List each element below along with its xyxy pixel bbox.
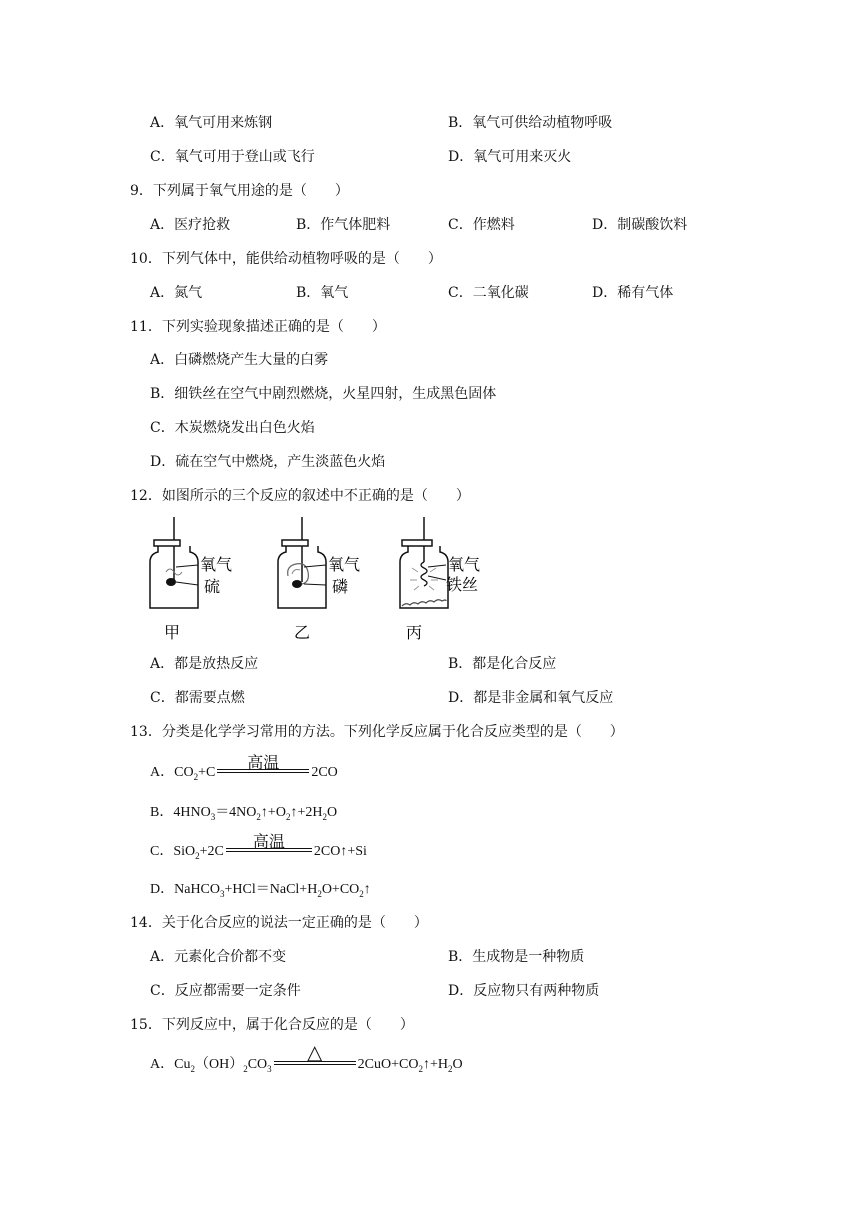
q11-option-b: B．细铁丝在空气中剧烈燃烧，火星四射，生成黑色固体 [150,386,497,402]
bottle-jia [150,517,232,642]
q11-option-d: D．硫在空气中燃烧，产生淡蓝色火焰 [150,454,386,470]
q10-option-a: A．氮气 [150,285,203,301]
q11-stem: 11．下列实验现象描述正确的是（ ） [130,319,386,335]
label-phosphorus: 磷 [332,577,349,596]
q10-option-c: C．二氧化碳 [448,285,529,301]
q13-option-a: A．$CO_2+C$ 高温 2CO [150,761,338,782]
q13-option-d: D．$NaHCO_3+HCl=NaCl+H_2O+CO_2↑$ [150,882,371,899]
q8-option-a: A．氧气可用来炼钢 [150,115,273,131]
q11-option-a: A．白磷燃烧产生大量的白雾 [150,352,329,368]
q11-option-c: C．木炭燃烧发出白色火焰 [150,420,315,436]
q13-option-c: C．SiO$_2$+2C 高温 2CO↑+Si [150,840,367,861]
label-oxygen-yi: 氧气 [328,555,361,574]
q14-option-a: A．元素化合价都不变 [150,949,287,965]
q10-stem: 10．下列气体中，能供给动植物呼吸的是（ ） [130,251,442,267]
q10-option-d: D．稀有气体 [592,285,674,301]
label-iron-wire: 铁丝 [446,575,479,594]
q15-stem: 15．下列反应中，属于化合反应的是（ ） [130,1017,414,1033]
label-sulfur: 硫 [204,577,221,596]
q13-a-condition: 高温 [247,753,280,772]
q13-option-b: B．$4HNO_3=4NO_2↑+O_2↑+2H_2O$ [150,805,338,822]
q14-option-c: C．反应都需要一定条件 [150,983,301,999]
label-yi: 乙 [294,623,311,642]
label-bing: 丙 [406,623,423,642]
q12-option-b: B．都是化合反应 [448,656,557,672]
q12-figure [140,512,500,647]
q8-option-b: B．氧气可供给动植物呼吸 [448,115,613,131]
q9-option-a: A．医疗抢救 [150,217,231,233]
bottle-yi [278,517,360,642]
q8-option-d: D．氧气可用来灭火 [448,149,572,165]
q10-option-b: B．氧气 [296,285,349,301]
label-oxygen-bing: 氧气 [448,555,481,574]
q15-option-a: A．$Cu_2(OH)_2CO_3$ △ $2CuO+CO_2↑+H_2O$ [150,1040,463,1074]
q14-option-b: B．生成物是一种物质 [448,949,585,965]
q12-option-a: A．都是放热反应 [150,656,259,672]
q9-stem: 9．下列属于氧气用途的是（ ） [130,183,349,199]
bottle-bing [400,517,480,642]
q9-option-c: C．作燃料 [448,217,515,233]
q13-stem: 13．分类是化学学习常用的方法。下列化学反应属于化合反应类型的是（ ） [130,724,624,740]
label-oxygen-jia: 氧气 [200,555,233,574]
q14-stem: 14．关于化合反应的说法一定正确的是（ ） [130,915,428,931]
q8-option-c: C．氧气可用于登山或飞行 [150,149,315,165]
q9-option-d: D．制碳酸饮料 [592,217,688,233]
q14-option-d: D．反应物只有两种物质 [448,983,600,999]
q13-c-condition: 高温 [252,832,285,851]
q9-option-b: B．作气体肥料 [296,217,391,233]
q15-heat-condition: △ [306,1040,323,1064]
q12-option-d: D．都是非金属和氧气反应 [448,690,614,706]
q12-option-c: C．都需要点燃 [150,690,245,706]
label-jia: 甲 [164,623,181,642]
q12-stem: 12．如图所示的三个反应的叙述中不正确的是（ ） [130,488,470,504]
